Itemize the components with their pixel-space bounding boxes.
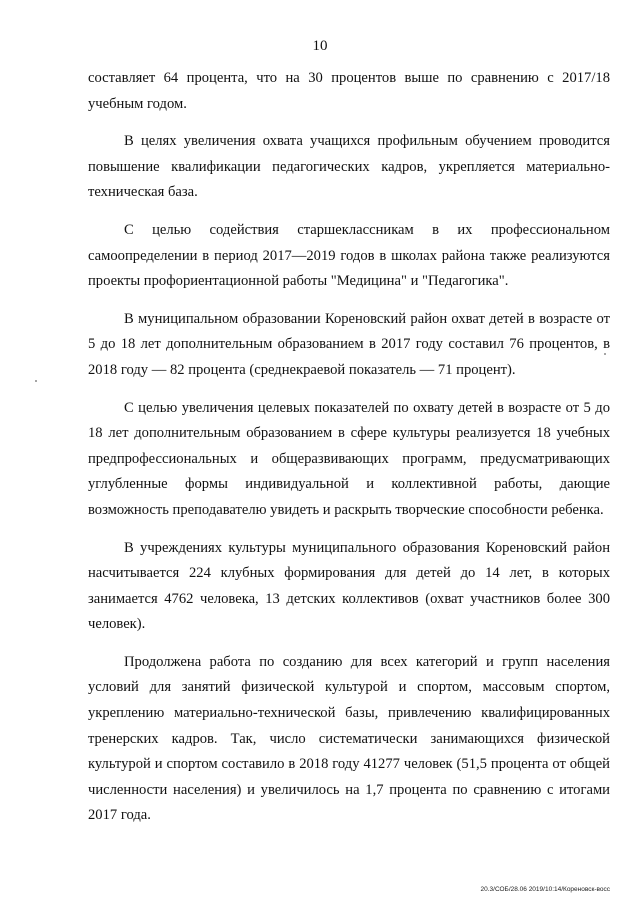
paragraph-additional-education: В муниципальном образовании Кореновский район охват детей в возрасте от 5 до 18 лет дополнительным образованием в 2017 году составил 76 процентов, в 2018 году — 82 процента (среднекраевой показатель — 71 процент). bbox=[88, 310, 610, 378]
scan-dot bbox=[35, 380, 37, 382]
paragraph-continuation: составляет 64 процента, что на 30 процентов выше по сравнению с 2017/18 учебным годом. bbox=[88, 70, 610, 112]
page-number: 10 bbox=[312, 38, 328, 54]
document-body bbox=[88, 66, 610, 841]
paragraph-culture-institutions: В учреждениях культуры муниципального образования Кореновский район насчитывается 224 клубных формирования для детей до 14 лет, в которых занимается 4762 человека, 13 детских коллективов (охват участников более 300 человек). bbox=[88, 539, 610, 633]
paragraph-career-guidance: С целью содействия старшеклассникам в их профессиональном самоопределении в период 2017—2019 годов в школах района также реализуются проекты профориентационной работы "Медицина" и "Педагогика". bbox=[88, 221, 610, 290]
paragraph-culture-programs: С целью увеличения целевых показателей по охвату детей в возрасте от 5 до 18 лет дополнительным образованием в сфере культуры реализуется 18 учебных предпрофессиональных и общеразвивающих программ, предусматривающих углубленные формы индивидуальной и коллективной работы, дающие возможность преподавателю увидеть и раскрыть творческие способности ребенка. bbox=[88, 399, 610, 518]
paragraph-qualification: В целях увеличения охвата учащихся профильным обучением проводится повышение квалификации педагогических кадров, укрепляется материально-техническая база. bbox=[88, 133, 610, 201]
scan-dot bbox=[604, 353, 606, 355]
footer-document-code: 20.3/СОБ/28.06 2019/10:14/Кореновск-восс bbox=[480, 886, 610, 893]
paragraph-sports: Продолжена работа по созданию для всех категорий и групп населения условий для занятий физической культурой и спортом, массовым спортом, укреплению материально-технической базы, привлечению квалифицированных тренерских кадров. Так, число систематически занимающихся физической культурой и спортом составило в 2018 году 41277 человек (51,5 процента от общей численности населения) и увеличилось на 1,7 процента по сравнению с итогами 2017 года. bbox=[88, 653, 610, 824]
